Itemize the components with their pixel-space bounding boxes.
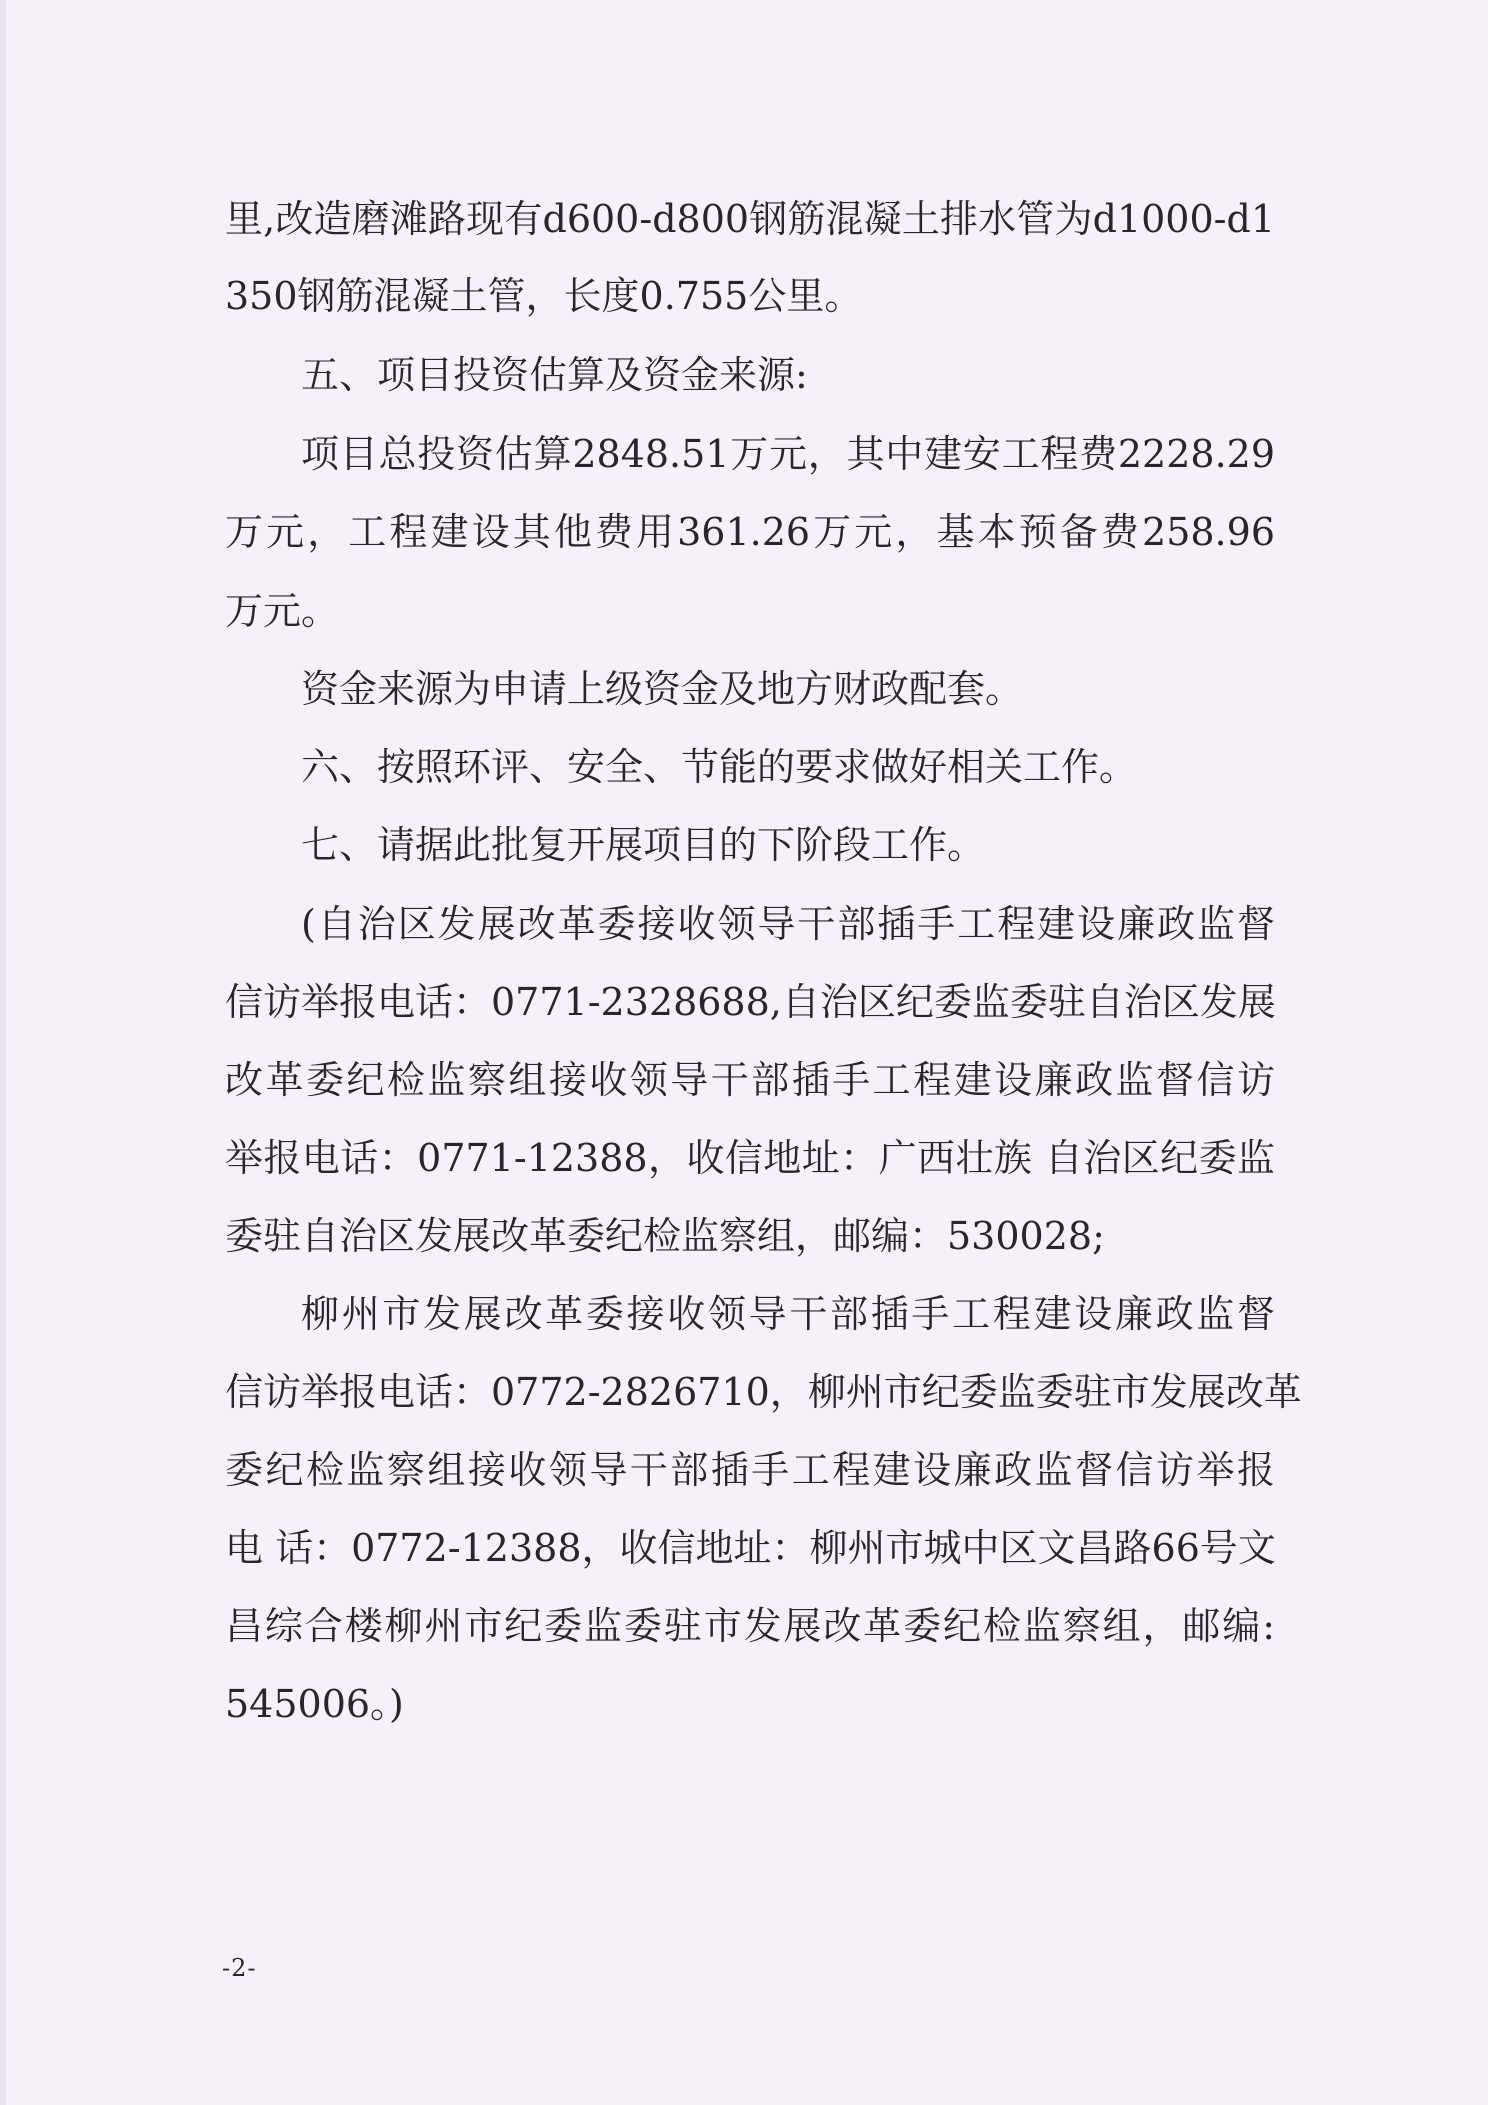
text-line: 350钢筋混凝土管，长度0.755公里。 xyxy=(225,274,863,318)
text-line: 万元。 xyxy=(225,589,340,633)
section-heading-6: 六、按照环评、安全、节能的要求做好相关工作。 xyxy=(301,745,1138,789)
text-line: 万元，工程建设其他费用361.26万元，基本预备费258.96 xyxy=(225,510,1275,554)
text-line: 资金来源为申请上级资金及地方财政配套。 xyxy=(301,667,1024,711)
text-line: 昌综合楼柳州市纪委监委驻市发展改革委纪检监察组，邮编: xyxy=(225,1604,1275,1648)
section-heading-5: 五、项目投资估算及资金来源: xyxy=(301,353,808,397)
text-line: 举报电话：0771-12388，收信地址：广西壮族 自治区纪委监 xyxy=(225,1136,1275,1180)
page-edge xyxy=(0,0,6,2105)
text-line: 545006。) xyxy=(225,1682,404,1726)
page-number: -2- xyxy=(222,1954,257,1982)
text-line: 委纪检监察组接收领导干部插手工程建设廉政监督信访举报 xyxy=(225,1448,1275,1492)
text-line: (自治区发展改革委接收领导干部插手工程建设廉政监督 xyxy=(301,902,1275,946)
text-line: 项目总投资估算2848.51万元，其中建安工程费2228.29 xyxy=(301,432,1275,476)
text-line: 电 话：0772-12388，收信地址：柳州市城中区文昌路66号文 xyxy=(225,1526,1276,1570)
text-line: 柳州市发展改革委接收领导干部插手工程建设廉政监督 xyxy=(301,1292,1275,1336)
text-line: 改革委纪检监察组接收领导干部插手工程建设廉政监督信访 xyxy=(225,1058,1275,1102)
text-line: 信访举报电话：0772-2826710，柳州市纪委监委驻市发展改革 xyxy=(225,1370,1302,1414)
text-line: 委驻自治区发展改革委纪检监察组，邮编：530028; xyxy=(225,1214,1105,1258)
section-heading-7: 七、请据此批复开展项目的下阶段工作。 xyxy=(301,823,986,867)
text-line: 信访举报电话：0771-2328688,自治区纪委监委驻自治区发展 xyxy=(225,980,1276,1024)
text-line: 里,改造磨滩路现有d600-d800钢筋混凝土排水管为d1000-d1 xyxy=(225,197,1275,241)
